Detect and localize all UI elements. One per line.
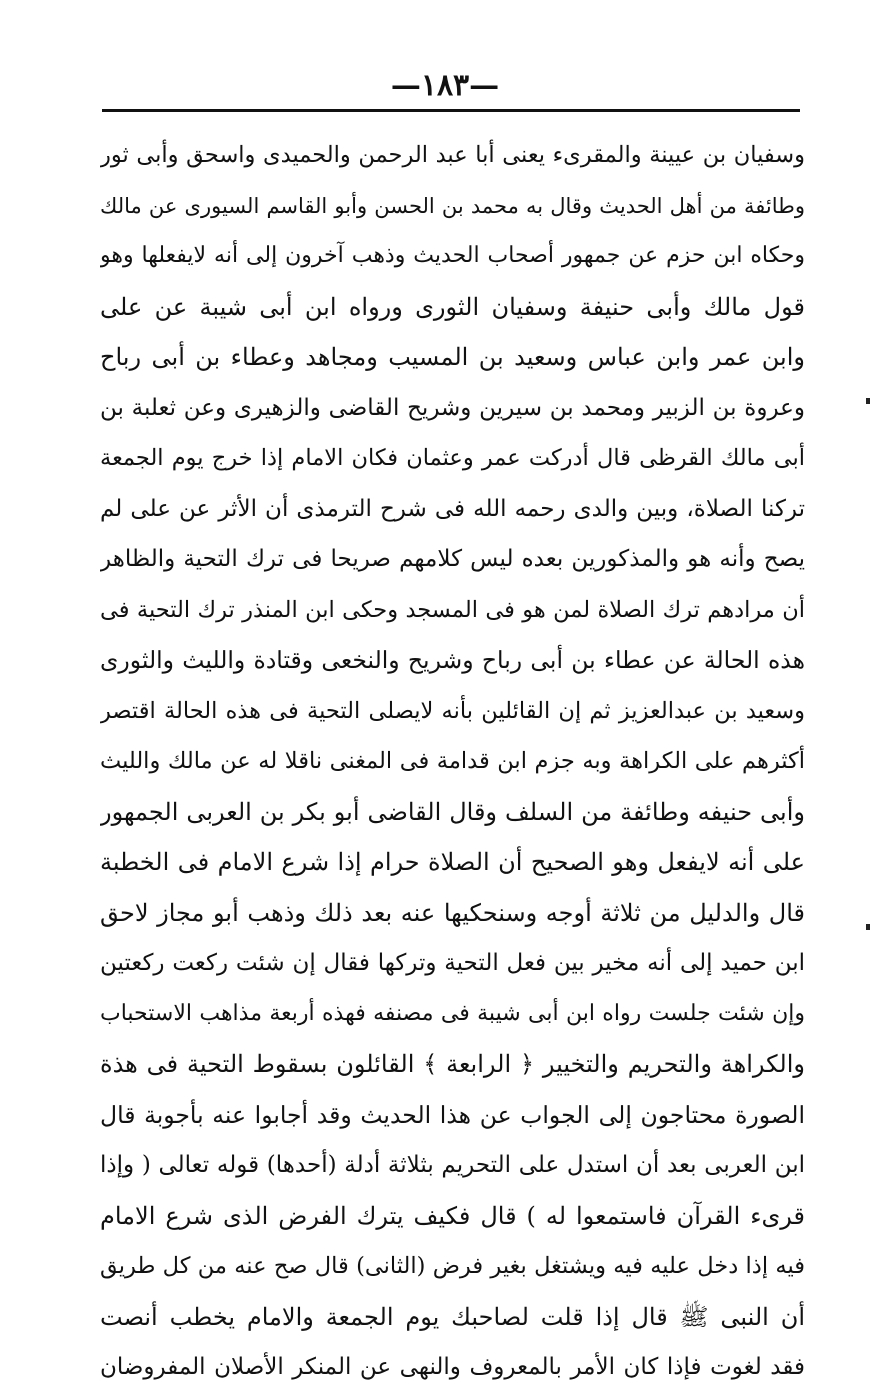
margin-mark bbox=[866, 398, 870, 404]
text-line: وسفيان بن عيينة والمقرىء يعنى أبا عبد الرحمن والحميدى واسحق وأبى ثور bbox=[100, 142, 805, 168]
text-line: أبى مالك القرظى قال أدركت عمر وعثمان فكان الامام إذا خرج يوم الجمعة bbox=[100, 445, 805, 471]
page-number: —١٨٣— bbox=[390, 68, 500, 103]
text-line: فيه إذا دخل عليه فيه ويشتغل بغير فرض (الثانى) قال صح عنه من كل طريق bbox=[100, 1253, 805, 1279]
text-line: وطائفة من أهل الحديث وقال به محمد بن الحسن وأبو القاسم السيورى عن مالك bbox=[100, 193, 805, 218]
text-line: أن مرادهم ترك الصلاة لمن هو فى المسجد وحكى ابن المنذر ترك التحية فى bbox=[100, 596, 805, 623]
text-line: هذه الحالة عن عطاء بن أبى رباح وشريح والنخعى وقتادة والليث والثورى bbox=[100, 646, 805, 674]
text-line: قول مالك وأبى حنيفة وسفيان الثورى ورواه ابن أبى شيبة عن على bbox=[100, 292, 805, 321]
text-line: وعروة بن الزبير ومحمد بن سيرين وشريح القاضى والزهيرى وعن ثعلبة بن bbox=[100, 394, 805, 421]
text-line: وسعيد بن عبدالعزيز ثم إن القائلين بأنه لايصلى التحية فى هذه الحالة اقتصر bbox=[100, 697, 805, 724]
body-text bbox=[100, 130, 805, 1393]
text-line: وابن عمر وابن عباس وسعيد بن المسيب ومجاهد وعطاء بن أبى رباح bbox=[100, 343, 805, 371]
text-line: يصح وأنه هو والمذكورين بعده ليس كلامهم صريحا فى ترك التحية والظاهر bbox=[100, 546, 805, 572]
header-rule bbox=[102, 109, 800, 112]
text-line: فقد لغوت فإذا كان الأمر بالمعروف والنهى عن المنكر الأصلان المفروضان bbox=[100, 1354, 805, 1380]
margin-mark bbox=[866, 924, 870, 930]
text-line: الصورة محتاجون إلى الجواب عن هذا الحديث وقد أجابوا عنه بأجوبة قال bbox=[100, 1100, 805, 1129]
text-line: وأبى حنيفه وطائفة من السلف وقال القاضى أبو بكر بن العربى الجمهور bbox=[100, 797, 805, 826]
text-line: على أنه لايفعل وهو الصحيح أن الصلاة حرام إذا شرع الامام فى الخطبة bbox=[100, 848, 805, 876]
text-line: ابن حميد إلى أنه مخير بين فعل التحية وتركها فقال إن شئت ركعت ركعتين bbox=[100, 950, 805, 976]
text-line: قال والدليل من ثلاثة أوجه وسنحكيها عنه بعد ذلك وذهب أبو مجاز لاحق bbox=[100, 898, 805, 927]
text-line: أكثرهم على الكراهة وبه جزم ابن قدامة فى المغنى ناقلا له عن مالك والليث bbox=[100, 748, 805, 774]
text-line: وإن شئت جلست رواه ابن أبى شيبة فى مصنفه فهذه أربعة مذاهب الاستحباب bbox=[100, 1000, 805, 1026]
text-line: تركنا الصلاة، وبين والدى رحمه الله فى شرح الترمذى أن الأثر عن على لم bbox=[100, 495, 805, 522]
text-line: قرىء القرآن فاستمعوا له ) قال فكيف يترك الفرض الذى شرع الامام bbox=[100, 1201, 805, 1230]
text-line: والكراهة والتحريم والتخيير ﴿ الرابعة ﴾ القائلون بسقوط التحية فى هذة bbox=[100, 1050, 805, 1078]
text-line: أن النبى ﷺ قال إذا قلت لصاحبك يوم الجمعة والامام يخطب أنصت bbox=[100, 1302, 805, 1331]
text-line: ابن العربى بعد أن استدل على التحريم بثلاثة أدلة (أحدها) قوله تعالى ( وإذا bbox=[100, 1152, 805, 1178]
text-line: وحكاه ابن حزم عن جمهور أصحاب الحديث وذهب آخرون إلى أنه لايفعلها وهو bbox=[100, 243, 805, 268]
